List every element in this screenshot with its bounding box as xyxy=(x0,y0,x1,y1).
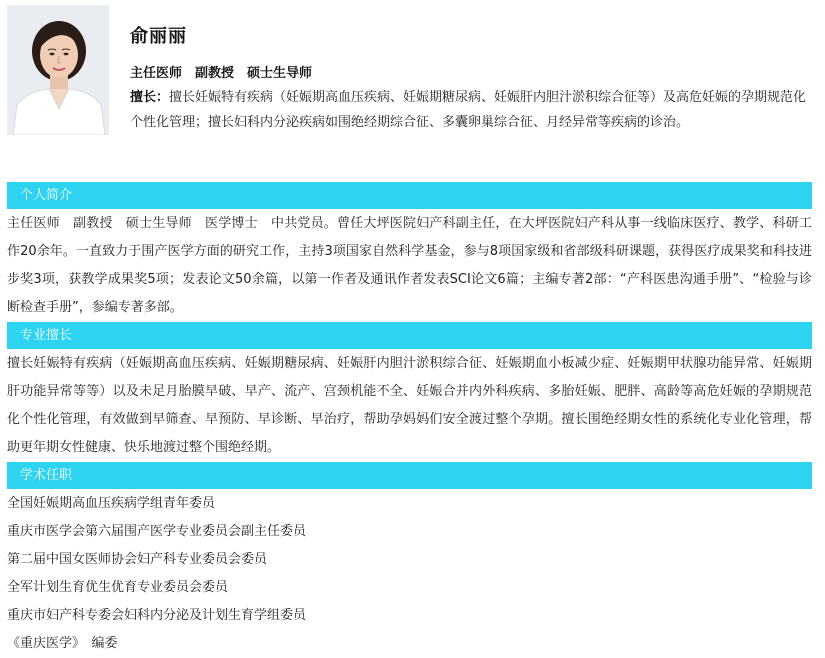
academic-role-item: 全国妊娠期高血压疾病学组青年委员 xyxy=(7,496,216,511)
doctor-photo xyxy=(7,5,109,135)
section-header-intro: 个人简介 xyxy=(7,182,812,209)
expertise-paragraph: 擅长妊娠特有疾病（妊娠期高血压疾病、妊娠期糖尿病、妊娠肝内胆汁淤积综合征、妊娠期血小板减少症、妊娠期甲状腺功能异常、妊娠期肝功能异常等等）以及未足月胎膜早破、早产、流产、宫颈机能不全、妊娠合并内外科疾病、多胎妊娠、肥胖、高龄等高危妊娠的孕期规范化个性化管理，有效做到早筛查、早预防、早诊断、早治疗，帮助孕妈妈们安全渡过整个孕期。擅长围绝经期女性的系统化专业化管理，帮助更年期女性健康、快乐地渡过整个围绝经期。 xyxy=(7,356,812,455)
doctor-name: 俞丽丽 xyxy=(130,26,187,47)
academic-role-item: 第二届中国女医师协会妇产科专业委员会委员 xyxy=(7,552,268,567)
section-header-academic: 学术任职 xyxy=(7,462,812,489)
academic-role-item: 《重庆医学》 编委 xyxy=(7,636,118,651)
academic-role-item: 全军计划生育优生优育专业委员会委员 xyxy=(7,580,229,595)
specialty-label: 擅长： xyxy=(130,90,170,105)
academic-role-item: 重庆市医学会第六届围产医学专业委员会副主任委员 xyxy=(7,524,307,539)
section-header-expertise: 专业擅长 xyxy=(7,322,812,349)
specialty-text: 擅长妊娠特有疾病（妊娠期高血压疾病、妊娠期糖尿病、妊娠肝内胆汁淤积综合征等）及高危妊娠的孕期规范化个性化管理；擅长妇科内分泌疾病如围绝经期综合征、多囊卵巢综合征、月经异常等疾病的诊治。 xyxy=(130,90,807,130)
academic-role-item: 重庆市妇产科专委会妇科内分泌及计划生育学组委员 xyxy=(7,608,307,623)
academic-roles-list xyxy=(7,490,812,658)
doctor-portrait-image xyxy=(7,5,109,135)
doctor-profile-card xyxy=(7,5,819,137)
doctor-titles: 主任医师 副教授 硕士生导师 xyxy=(130,66,313,81)
intro-paragraph: 主任医师 副教授 硕士生导师 医学博士 中共党员。曾任大坪医院妇产科副主任，在大坪医院妇产科从事一线临床医疗、教学、科研工作20余年。一直致力于围产医学方面的研究工作，主持3项国家自然科学基金，参与8项国家级和省部级科研课题，获得医疗成果奖和科技进步奖3项，获教学成果奖5项；发表论文50余篇，以第一作者及通讯作者发表SCI论文6篇；主编专著2部：“产科医患沟通手册”、“检验与诊断检查手册”，参编专著多部。 xyxy=(7,216,812,315)
doctor-specialty xyxy=(130,85,816,135)
